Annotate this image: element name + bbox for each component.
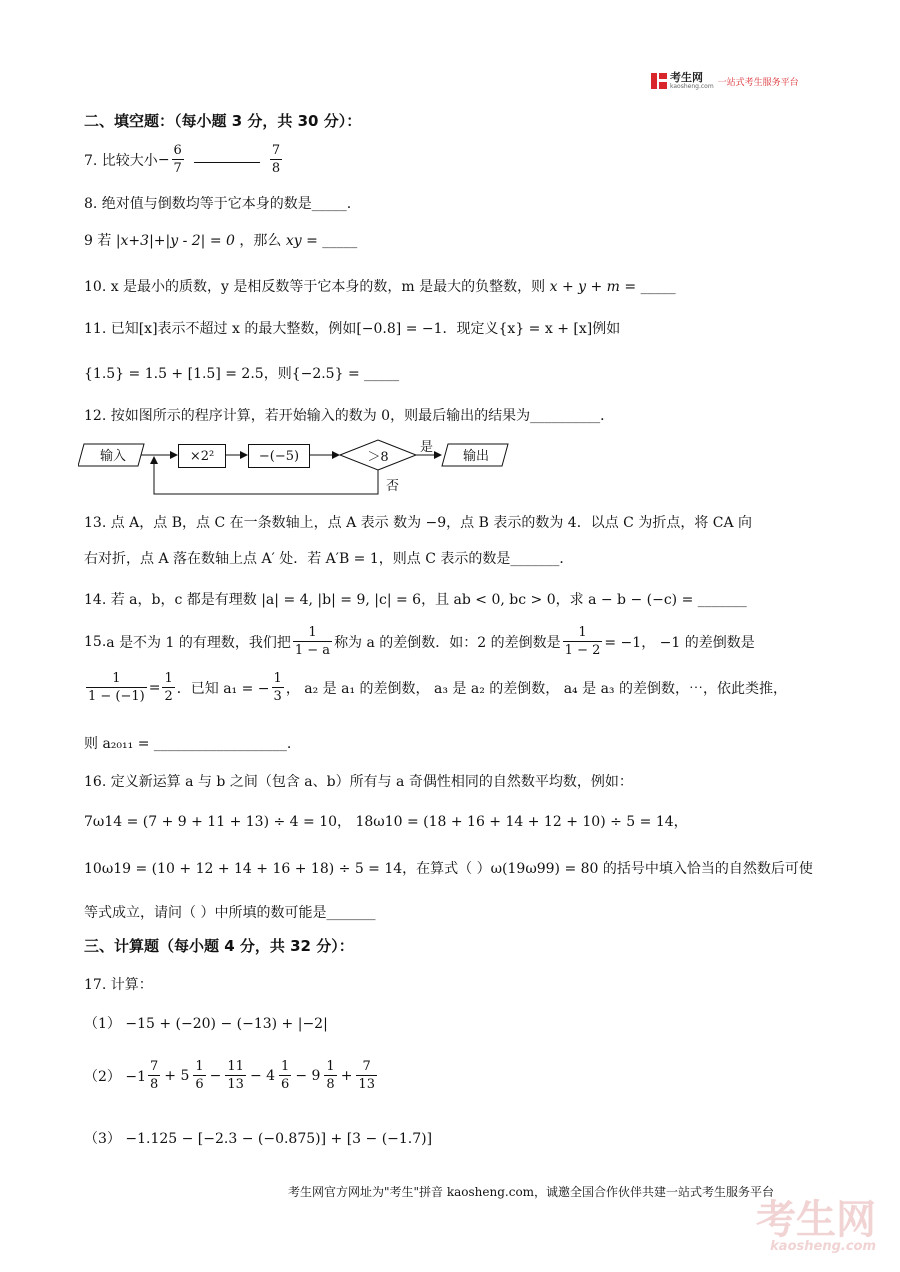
q9-expr: |x+3|+|y - 2| = 0 xyxy=(115,233,235,249)
q7-text: 7. 比较大小 xyxy=(84,152,158,169)
q9-expr2: xy = xyxy=(285,233,318,249)
q17-p2-fraction: $\frac{1}{6}$ xyxy=(195,1059,204,1092)
section-calc-title: 三、计算题（每小题 4 分，共 32 分）： xyxy=(84,937,354,955)
question-15-line-1 xyxy=(84,624,755,659)
q15-number: 15. xyxy=(84,633,107,650)
question-15-line-3: 则 a₂₀₁₁ = ___________________. xyxy=(84,736,292,752)
section-fill-title: 二、填空题：（每小题 3 分，共 30 分）： xyxy=(84,112,362,130)
q15-fraction-b: $\frac{1}{1 - 2}$ xyxy=(564,625,601,658)
q7-fraction-2: $\frac{7}{8}$ xyxy=(271,143,281,176)
q17-p2-operator: + 5 xyxy=(164,1067,190,1084)
question-16-line-1: 16. 定义新运算 a 与 b 之间（包含 a、b）所有与 a 奇偶性相同的自然数平均数，例如： xyxy=(84,774,633,790)
q15-fraction-d: $\frac{1}{2}$ xyxy=(164,671,173,704)
q15-text-b: 称为 a 的差倒数．如：2 的差倒数是 xyxy=(334,634,561,651)
question-16-line-2: 7ω14 = (7 + 9 + 11 + 13) ÷ 4 = 10， 18ω10 = (18 + 16 + 14 + 12 + 10) ÷ 5 = 14， xyxy=(84,814,688,830)
flow-step-multiply: ×2² xyxy=(178,444,226,468)
q15-text-d: ．已知 a₁ = − xyxy=(176,680,270,697)
q17-p2-fraction: $\frac{7}{8}$ xyxy=(150,1059,159,1092)
q17-p2-fraction: $\frac{7}{13}$ xyxy=(358,1059,375,1092)
site-logo xyxy=(651,72,799,90)
question-11-line-1: 11. 已知[x]表示不超过 x 的最大整数，例如[−0.8] = −1．现定义{x} = x + [x]例如 xyxy=(84,321,621,337)
watermark-text: 考生网 xyxy=(756,1197,876,1243)
flow-condition: ＞8 xyxy=(367,450,389,465)
logo-brand: 考生网 xyxy=(670,71,703,84)
q7-minus: − xyxy=(157,151,170,168)
q10-expr: x + y + m = xyxy=(549,279,637,295)
flow-step-subtract: −(−5) xyxy=(248,444,310,468)
flowchart xyxy=(78,436,538,498)
q15-fraction-e: $\frac{1}{3}$ xyxy=(273,671,282,704)
logo-brand-sub: kaosheng.com xyxy=(670,83,714,90)
question-8: 8. 绝对值与倒数均等于它本身的数是_____. xyxy=(84,196,352,212)
question-9 xyxy=(84,230,357,250)
q17-p2-label: （2） −1 xyxy=(84,1068,146,1085)
q15-fraction-a: $\frac{1}{1 - a}$ xyxy=(294,625,331,658)
flow-yes-label: 是 xyxy=(420,440,434,455)
flow-output: 输出 xyxy=(462,449,489,464)
q9-text: 9 若 xyxy=(84,233,112,249)
question-12: 12. 按如图所示的程序计算，若开始输入的数为 0，则最后输出的结果为__________． xyxy=(84,408,615,424)
q10-blank: _____ xyxy=(640,279,676,295)
question-14: 14. 若 a，b，c 都是有理数 |a| = 4, |b| = 9, |c| = 6，且 ab < 0, bc > 0，求 a − b − (−c) = _______ xyxy=(84,592,747,608)
q15-text-c: = −1， −1 的差倒数是 xyxy=(604,634,755,651)
question-17-title: 17. 计算： xyxy=(84,977,153,993)
watermark-sub: kaosheng.com xyxy=(770,1239,876,1254)
question-16-line-4: 等式成立，请问（ ）中所填的数可能是_______ xyxy=(84,905,376,921)
logo-mark-icon xyxy=(651,73,667,89)
watermark-logo xyxy=(756,1188,876,1254)
q15-text-e: ， a₂ 是 a₁ 的差倒数， a₃ 是 a₂ 的差倒数， a₄ 是 a₃ 的差倒数，⋯，依此类推， xyxy=(285,680,787,697)
question-13-line-1: 13. 点 A，点 B，点 C 在一条数轴上，点 A 表示 数为 −9，点 B 表示的数为 4．以点 C 为折点，将 CA 向 xyxy=(84,515,753,531)
question-17-part-1: （1） −15 + (−20) − (−13) + |−2| xyxy=(84,1016,328,1032)
q9-blank: _____ xyxy=(322,233,358,249)
q15-equals: = xyxy=(148,679,161,696)
question-15-line-2 xyxy=(84,670,787,705)
logo-slogan: 一站式考生服务平台 xyxy=(717,77,799,88)
q17-p2-operator: − 4 xyxy=(249,1067,276,1084)
q15-text-a: a 是不为 1 的有理数，我们把 xyxy=(106,634,291,651)
question-16-line-3: 10ω19 = (10 + 12 + 14 + 16 + 18) ÷ 5 = 14，在算式（ ）ω(19ω99) = 80 的括号中填入恰当的自然数后可使 xyxy=(84,861,813,877)
q17-p2-operator: − xyxy=(209,1067,222,1084)
q10-text: 10. x 是最小的质数，y 是相反数等于它本身的数，m 是最大的负整数，则 xyxy=(84,279,546,295)
question-17-part-3: （3） −1.125 − [−2.3 − (−0.875)] + [3 − (−1.7)] xyxy=(84,1131,433,1147)
q17-p2-operator: − 9 xyxy=(295,1067,321,1084)
q7-fraction-1: $\frac{6}{7}$ xyxy=(173,143,182,176)
question-17-part-2 xyxy=(84,1058,379,1093)
question-10 xyxy=(84,276,676,296)
flow-no-label: 否 xyxy=(386,479,400,494)
q17-p2-fraction: $\frac{1}{8}$ xyxy=(326,1059,335,1092)
q7-blank xyxy=(194,161,260,163)
question-7 xyxy=(84,142,284,177)
q15-fraction-c: $\frac{1}{1 - (-1)}$ xyxy=(88,671,145,704)
q9-mid: ，那么 xyxy=(239,233,282,249)
question-11-line-2: {1.5} = 1.5 + [1.5] = 2.5，则{−2.5} = _____ xyxy=(84,366,400,382)
question-13-line-2: 右对折，点 A 落在数轴上点 A′ 处．若 A′B = 1，则点 C 表示的数是_______． xyxy=(84,551,574,567)
footer-text: 考生网官方网址为"考生"拼音 kaosheng.com，诚邀全国合作伙伴共建一站式考生服务平台 xyxy=(288,1185,775,1199)
q17-p2-fraction: $\frac{11}{13}$ xyxy=(227,1059,244,1092)
q17-p2-fraction: $\frac{1}{6}$ xyxy=(281,1059,290,1092)
flow-input: 输入 xyxy=(99,449,126,464)
q17-p2-operator: + xyxy=(340,1067,353,1084)
